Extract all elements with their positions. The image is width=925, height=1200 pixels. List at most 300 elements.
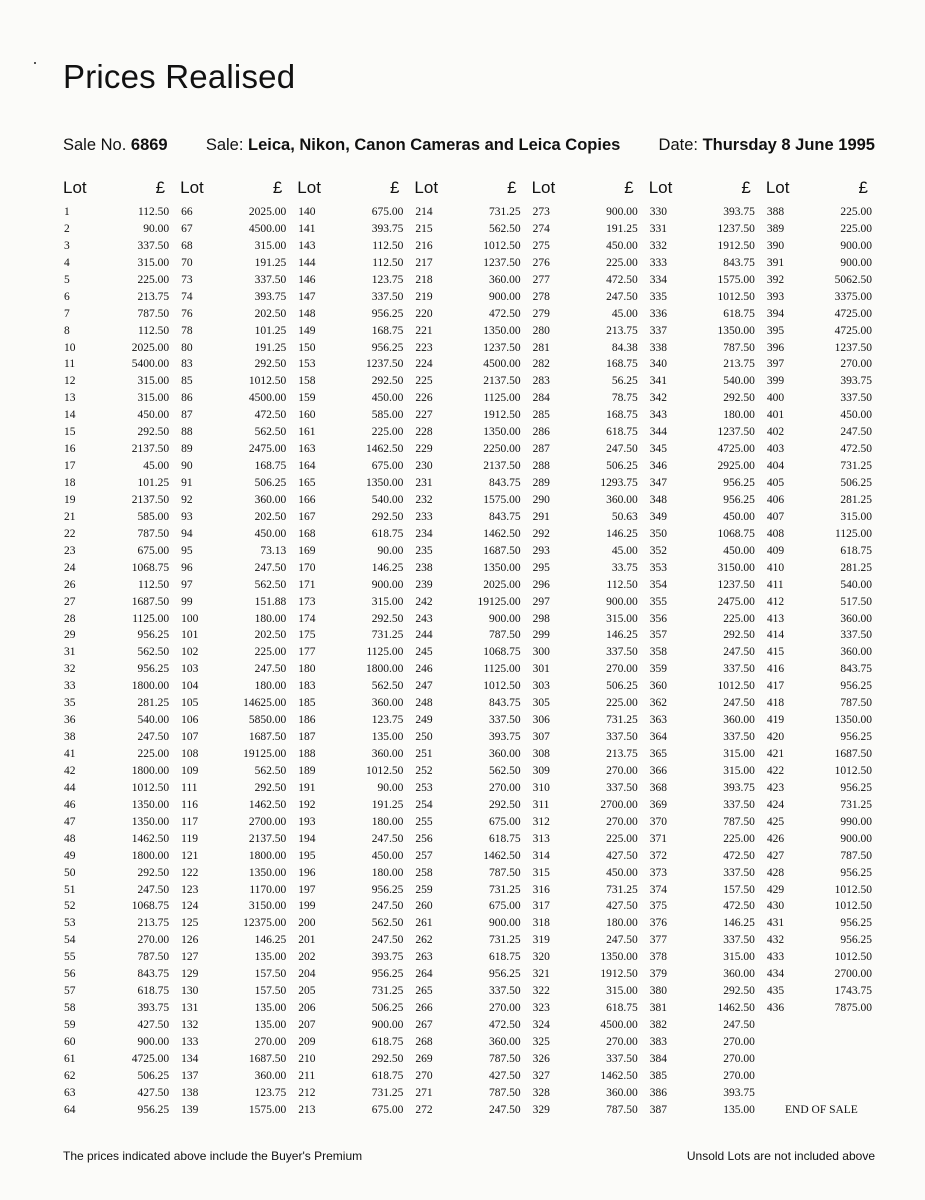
lot-price: 315.00 (723, 748, 755, 760)
lot-price: 1237.50 (717, 222, 755, 235)
lot-price: 247.50 (606, 290, 638, 303)
lot-price: 618.75 (606, 426, 638, 439)
lot-number: 260 (415, 900, 433, 913)
lot-number: 401 (766, 409, 785, 422)
lot-row (411, 475, 528, 492)
lot-number: 239 (415, 578, 433, 591)
lot-price: 247.50 (137, 731, 170, 744)
lot-row (529, 763, 646, 780)
lot-row (411, 373, 528, 390)
lot-price: 562.50 (254, 578, 287, 591)
lot-price: 360.00 (254, 1069, 287, 1082)
lot-number: 191 (298, 781, 316, 794)
lot-price: 990.00 (840, 815, 872, 828)
lot-price: 1170.00 (249, 883, 287, 896)
lot-number: 355 (649, 595, 667, 608)
lot-row (646, 356, 763, 373)
lot-price: 337.50 (840, 392, 872, 405)
lot-price: 180.00 (606, 917, 638, 930)
lot-row (646, 1034, 763, 1051)
lot-price: 4500.00 (248, 222, 287, 235)
lot-row (60, 577, 177, 594)
lot-price: 146.25 (254, 934, 287, 947)
lot-price: 90.00 (377, 781, 404, 794)
lot-row (529, 695, 646, 712)
lot-number: 258 (415, 866, 433, 879)
lot-row (411, 204, 528, 221)
lot-number: 269 (415, 1052, 433, 1065)
lot-number: 434 (766, 968, 785, 981)
lot-number: 32 (64, 663, 76, 676)
lot-row (60, 475, 177, 492)
lot-number: 164 (298, 460, 316, 473)
lot-row (177, 1000, 294, 1017)
lot-price: 731.25 (840, 460, 872, 473)
lot-number: 419 (766, 714, 785, 727)
lot-price: 360.00 (840, 612, 872, 625)
lot-number: 166 (298, 493, 316, 506)
lot-row (646, 831, 763, 848)
lot-row (411, 594, 528, 611)
lot-row (294, 1000, 411, 1017)
lot-number: 11 (64, 358, 76, 371)
lot-number: 235 (415, 544, 433, 557)
lot-row (411, 238, 528, 255)
lot-price: 393.75 (254, 290, 287, 303)
lot-number: 332 (649, 239, 667, 252)
lot-row (60, 678, 177, 695)
lot-row (646, 441, 763, 458)
lot-price: 843.75 (840, 663, 872, 676)
lot-number: 286 (532, 426, 550, 439)
lot-price: 1350.00 (131, 815, 170, 828)
lot-row (60, 543, 177, 560)
lot-price: 270.00 (723, 1035, 755, 1048)
lot-price: 247.50 (723, 697, 755, 710)
lot-row (60, 204, 177, 221)
lot-price: 292.50 (723, 985, 755, 998)
lot-number: 412 (766, 595, 785, 608)
lot-number: 234 (415, 527, 433, 540)
lot-number: 86 (181, 392, 193, 405)
lot-number: 306 (532, 714, 550, 727)
lot-row (294, 763, 411, 780)
lot-number: 253 (415, 781, 433, 794)
lot-price: 112.50 (372, 256, 404, 269)
lot-price: 270.00 (488, 1002, 521, 1015)
lot-number: 14 (64, 409, 76, 422)
lot-number: 227 (415, 409, 433, 422)
lot-price: 360.00 (488, 273, 521, 286)
lot-number: 148 (298, 307, 316, 320)
lot-row (60, 780, 177, 797)
lot-price: 1350.00 (131, 798, 170, 811)
lot-price: 123.75 (254, 1086, 287, 1099)
lot-number: 408 (766, 527, 785, 540)
lot-row (294, 695, 411, 712)
lot-row (529, 882, 646, 899)
lot-row (763, 966, 880, 983)
lot-number: 402 (766, 426, 785, 439)
lot-price: 427.50 (606, 900, 638, 913)
lot-price: 2137.50 (483, 375, 521, 388)
lot-row (60, 560, 177, 577)
lot-price: 675.00 (371, 460, 404, 473)
lot-price: 2025.00 (248, 206, 287, 218)
lot-price: 1068.75 (131, 561, 170, 574)
lot-price: 562.50 (137, 646, 170, 659)
lot-row (294, 1017, 411, 1034)
lot-price: 146.25 (723, 917, 755, 930)
lot-price: 618.75 (371, 1035, 404, 1048)
lot-row (177, 221, 294, 238)
lot-price: 191.25 (254, 256, 287, 269)
lot-number: 337 (649, 324, 667, 337)
lot-row (411, 915, 528, 932)
lot-number: 255 (415, 815, 433, 828)
price-column (177, 178, 294, 1119)
lot-price: 315.00 (137, 375, 170, 388)
lot-number: 289 (532, 477, 550, 489)
lot-number: 107 (181, 731, 199, 744)
lot-row (763, 306, 880, 323)
lot-row (763, 763, 880, 780)
lot-price: 1012.50 (834, 900, 872, 913)
lot-price: 472.50 (488, 307, 521, 320)
lot-number: 345 (649, 443, 667, 456)
lot-price: 337.50 (606, 781, 638, 794)
lot-row (646, 255, 763, 272)
lot-price: 225.00 (606, 832, 638, 845)
lot-row (294, 848, 411, 865)
lot-number: 375 (649, 900, 667, 913)
lot-row (60, 255, 177, 272)
lot-number: 189 (298, 764, 316, 777)
lot-number: 67 (181, 222, 193, 235)
lot-price: 900.00 (371, 578, 404, 591)
lot-row (763, 814, 880, 831)
lot-number: 372 (649, 849, 667, 862)
lot-price: 472.50 (840, 443, 872, 456)
lot-price: 168.75 (371, 324, 404, 337)
lot-row (529, 492, 646, 509)
lot-number: 409 (766, 544, 785, 557)
sale-info (63, 136, 875, 155)
lot-number: 368 (649, 781, 667, 794)
lot-price: 337.50 (488, 985, 521, 998)
empty-row (763, 1068, 880, 1085)
lot-number: 418 (766, 697, 785, 710)
lot-row (60, 594, 177, 611)
lot-price: 787.50 (488, 866, 521, 879)
lot-number: 225 (415, 375, 433, 388)
lot-price: 562.50 (488, 764, 521, 777)
lot-number: 64 (64, 1103, 76, 1116)
lot-price: 900.00 (137, 1035, 170, 1048)
lot-row (294, 323, 411, 340)
lot-number: 426 (766, 832, 785, 845)
lot-price: 315.00 (371, 595, 404, 608)
lot-number: 365 (649, 748, 667, 760)
lot-number: 297 (532, 595, 550, 608)
lot-price: 19125.00 (477, 595, 521, 608)
lot-row (529, 865, 646, 882)
lot-row (763, 915, 880, 932)
lot-row (646, 1068, 763, 1085)
lot-price: 292.50 (254, 358, 287, 371)
lot-number: 231 (415, 477, 433, 489)
lot-row (529, 238, 646, 255)
sale-number-label: Sale No. (63, 136, 127, 154)
lot-row (646, 238, 763, 255)
lot-price: 90.00 (377, 544, 404, 557)
lot-price: 213.75 (606, 324, 638, 337)
lot-number: 295 (532, 561, 550, 574)
lot-row (529, 424, 646, 441)
lot-row (411, 831, 528, 848)
lot-row (294, 865, 411, 882)
lot-price: 45.00 (611, 544, 638, 557)
lot-number: 331 (649, 222, 667, 235)
currency-header: £ (624, 178, 634, 197)
lot-price: 1350.00 (483, 561, 521, 574)
lot-price: 337.50 (371, 290, 404, 303)
lot-row (294, 746, 411, 763)
lot-price: 1068.75 (483, 646, 521, 659)
lot-row (177, 848, 294, 865)
lot-price: 956.25 (371, 341, 404, 354)
lot-price: 900.00 (606, 206, 638, 218)
lot-row (529, 594, 646, 611)
lot-price: 393.75 (723, 206, 755, 218)
lot-price: 191.25 (606, 222, 638, 235)
lot-number: 400 (766, 392, 785, 405)
price-column (60, 178, 177, 1119)
lot-number: 427 (766, 849, 785, 862)
lot-row (177, 729, 294, 746)
lot-number: 12 (64, 375, 76, 388)
lot-number: 160 (298, 409, 316, 422)
lot-row (763, 221, 880, 238)
lot-price: 123.75 (371, 714, 404, 727)
lot-price: 472.50 (254, 409, 287, 422)
lot-row (294, 1051, 411, 1068)
lot-number: 316 (532, 883, 550, 896)
lot-price: 393.75 (723, 1086, 755, 1099)
lot-number: 140 (298, 206, 316, 218)
lot-number: 214 (415, 206, 433, 218)
lot-number: 308 (532, 748, 550, 760)
lot-number: 283 (532, 375, 550, 388)
lot-row (294, 1068, 411, 1085)
lot-price: 618.75 (488, 832, 521, 845)
lot-price: 50.63 (611, 510, 638, 523)
lot-number: 44 (64, 781, 76, 794)
lot-number: 38 (64, 731, 76, 744)
lot-price: 900.00 (488, 612, 521, 625)
lot-price: 337.50 (723, 663, 755, 676)
lot-number: 49 (64, 849, 76, 862)
lot-row (177, 746, 294, 763)
lot-row (646, 797, 763, 814)
lot-row (529, 966, 646, 983)
lot-price: 618.75 (840, 544, 872, 557)
lot-price: 787.50 (488, 1086, 521, 1099)
lot-number: 91 (181, 477, 193, 489)
lot-price: 618.75 (371, 1069, 404, 1082)
lot-number: 420 (766, 731, 785, 744)
lot-row (177, 627, 294, 644)
lot-row (177, 1102, 294, 1119)
lot-row (294, 1102, 411, 1119)
lot-row (60, 949, 177, 966)
lot-number: 267 (415, 1019, 433, 1031)
currency-header: £ (858, 178, 868, 197)
lot-number: 121 (181, 849, 199, 862)
lot-number: 280 (532, 324, 550, 337)
lot-price: 337.50 (488, 714, 521, 727)
lot-number: 288 (532, 460, 550, 473)
lot-row (294, 966, 411, 983)
lot-number: 296 (532, 578, 550, 591)
lot-row (411, 780, 528, 797)
lot-price: 450.00 (606, 866, 638, 879)
lot-row (763, 611, 880, 628)
lot-row (177, 1085, 294, 1102)
lot-row (294, 577, 411, 594)
lot-row (177, 932, 294, 949)
lot-number: 125 (181, 917, 199, 930)
lot-row (177, 390, 294, 407)
lot-number: 321 (532, 968, 550, 981)
lot-row (60, 356, 177, 373)
lot-row (763, 780, 880, 797)
lot-number: 335 (649, 290, 667, 303)
lot-price: 292.50 (488, 798, 521, 811)
lot-price: 1293.75 (600, 477, 638, 489)
lot-row (60, 611, 177, 628)
lot-price: 675.00 (371, 1103, 404, 1116)
lot-number: 78 (181, 324, 193, 337)
lot-row (411, 763, 528, 780)
lot-row (411, 340, 528, 357)
lot-number: 187 (298, 731, 316, 744)
lot-price: 1237.50 (483, 256, 521, 269)
lot-row (763, 661, 880, 678)
lot-price: 135.00 (371, 731, 404, 744)
lot-number: 62 (64, 1069, 76, 1082)
lot-row (177, 577, 294, 594)
lot-number: 80 (181, 341, 193, 354)
sale-date (659, 136, 875, 155)
lot-number: 186 (298, 714, 316, 727)
lot-row (763, 848, 880, 865)
lot-price: 337.50 (723, 934, 755, 947)
lot-number: 340 (649, 358, 667, 371)
lot-row (411, 932, 528, 949)
lot-price: 393.75 (488, 731, 521, 744)
lot-price: 45.00 (143, 460, 170, 473)
lot-row (763, 475, 880, 492)
lot-number: 317 (532, 900, 550, 913)
lot-row (177, 594, 294, 611)
lot-number: 35 (64, 697, 76, 710)
lot-price: 337.50 (254, 273, 287, 286)
lot-price: 1350.00 (717, 324, 755, 337)
lot-price: 315.00 (723, 764, 755, 777)
lot-number: 388 (766, 206, 785, 218)
lot-price: 315.00 (606, 612, 638, 625)
lot-number: 188 (298, 748, 316, 760)
lot-price: 956.25 (723, 477, 755, 489)
lot-number: 281 (532, 341, 550, 354)
lot-number: 305 (532, 697, 550, 710)
lot-number: 192 (298, 798, 316, 811)
lot-header: Lot (63, 178, 87, 197)
lot-number: 366 (649, 764, 667, 777)
lot-number: 87 (181, 409, 193, 422)
lot-number: 23 (64, 544, 76, 557)
lot-row (763, 594, 880, 611)
lot-number: 29 (64, 629, 76, 642)
lot-price: 506.25 (254, 477, 287, 489)
lot-number: 48 (64, 832, 76, 845)
lot-number: 421 (766, 748, 785, 760)
lot-number: 146 (298, 273, 316, 286)
lot-number: 209 (298, 1035, 316, 1048)
lot-price: 2700.00 (834, 968, 872, 981)
lot-row (411, 797, 528, 814)
price-column (411, 178, 528, 1119)
lot-row (763, 644, 880, 661)
lot-number: 378 (649, 951, 667, 964)
lot-row (646, 814, 763, 831)
lot-row (529, 611, 646, 628)
lot-price: 393.75 (371, 951, 404, 964)
lot-price: 1462.50 (600, 1069, 638, 1082)
lot-row (763, 204, 880, 221)
lot-price: 202.50 (254, 307, 287, 320)
lot-price: 450.00 (840, 409, 872, 422)
lot-row (763, 424, 880, 441)
lot-row (646, 746, 763, 763)
lot-number: 254 (415, 798, 433, 811)
lot-number: 279 (532, 307, 550, 320)
lot-price: 337.50 (606, 1052, 638, 1065)
lot-price: 675.00 (371, 206, 404, 218)
lot-price: 787.50 (723, 341, 755, 354)
lot-row (529, 831, 646, 848)
lot-price: 1912.50 (717, 239, 755, 252)
lot-number: 119 (181, 832, 198, 845)
lot-row (60, 306, 177, 323)
lot-price: 1237.50 (717, 426, 755, 439)
lot-row (763, 1000, 880, 1017)
lot-number: 433 (766, 951, 785, 964)
lot-price: 675.00 (488, 900, 521, 913)
lot-number: 219 (415, 290, 433, 303)
empty-row (763, 1085, 880, 1102)
lot-row (60, 1034, 177, 1051)
lot-row (763, 289, 880, 306)
lot-number: 376 (649, 917, 667, 930)
lot-row (294, 272, 411, 289)
lot-number: 319 (532, 934, 550, 947)
lot-price: 202.50 (254, 629, 287, 642)
lot-number: 291 (532, 510, 550, 523)
empty-row (763, 1017, 880, 1034)
lot-number: 89 (181, 443, 193, 456)
